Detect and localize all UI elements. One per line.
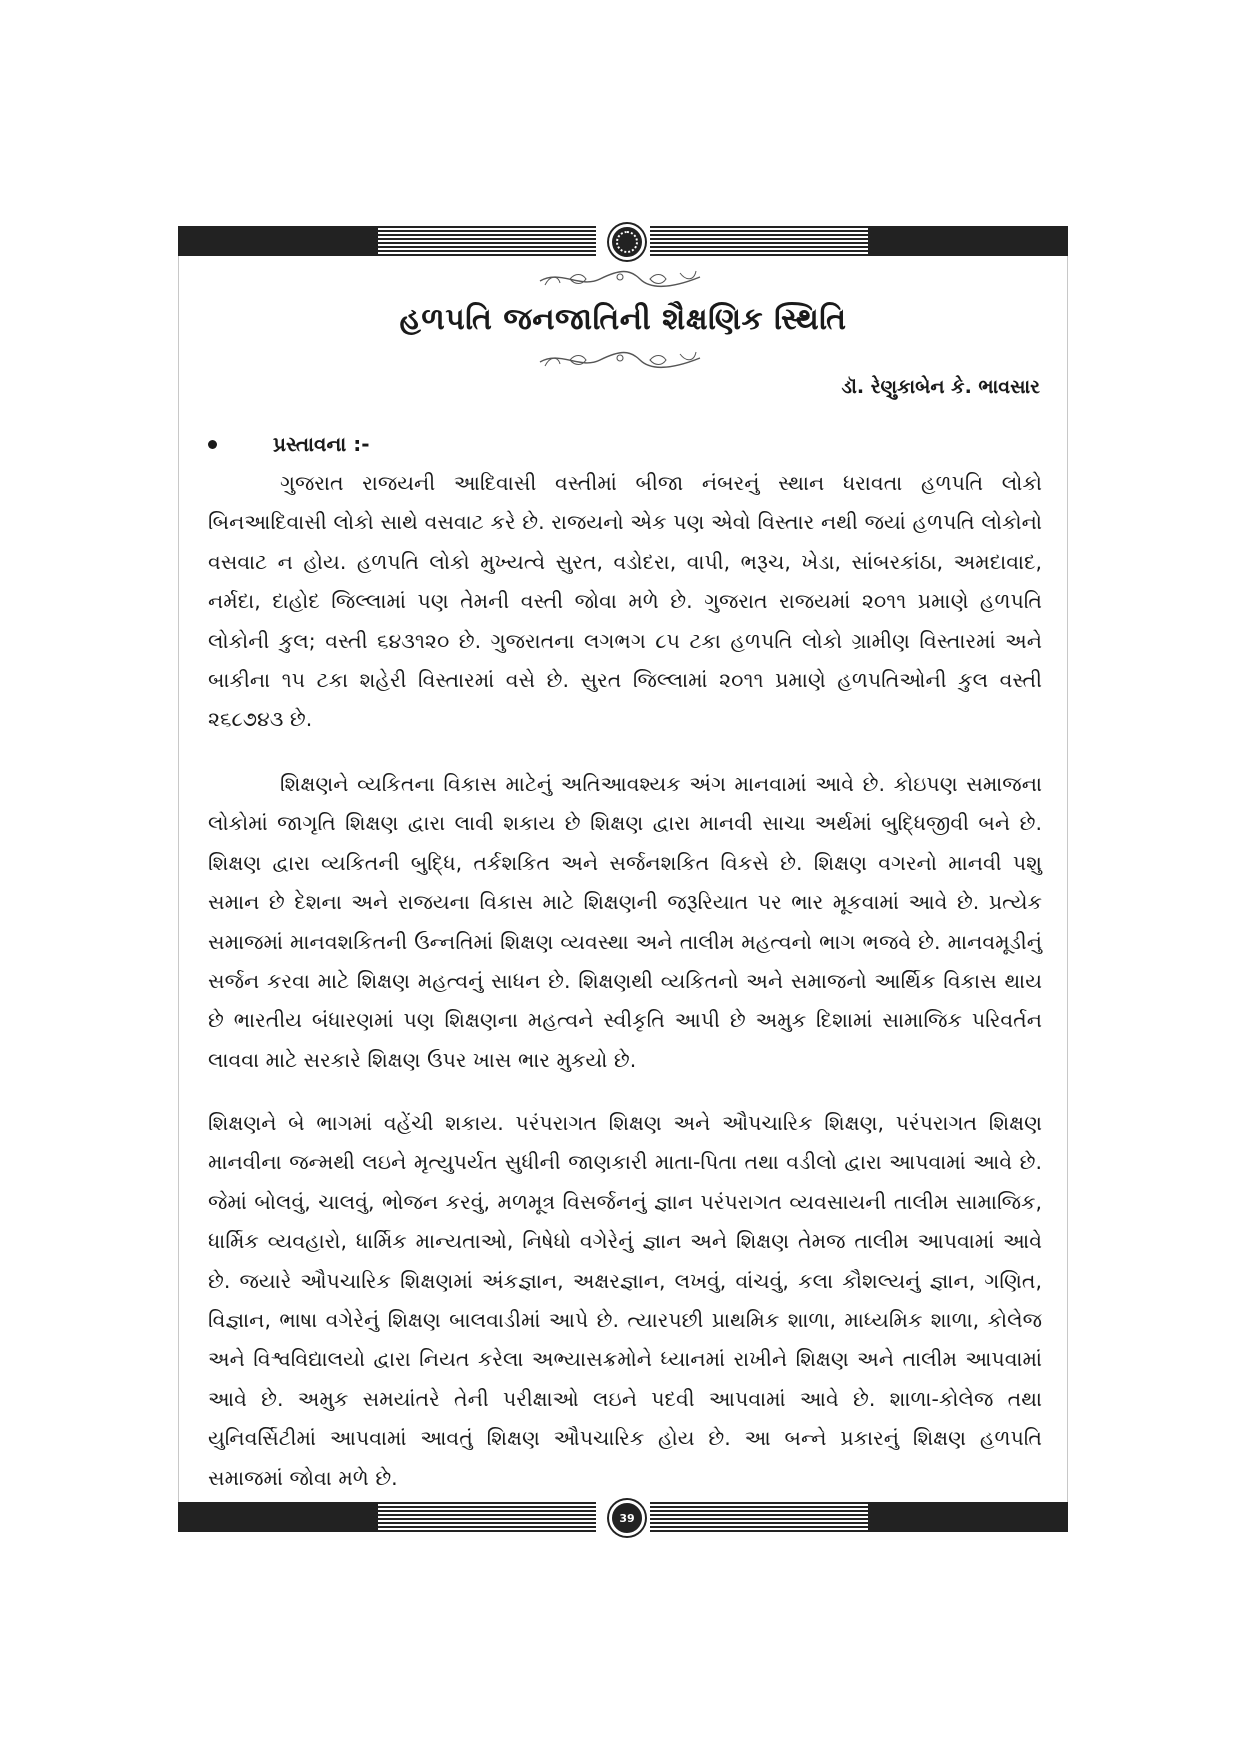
bullet-icon bbox=[208, 440, 217, 449]
footer-band-stripes-right bbox=[650, 1502, 868, 1532]
header-band-stripes-left bbox=[378, 226, 596, 256]
ornamental-flourish-icon bbox=[530, 346, 710, 374]
paragraph-1 bbox=[208, 464, 1042, 740]
page-title: હળપતિ જનજાતિની શૈક્ષણિક સ્થિતિ bbox=[399, 302, 847, 337]
footer-band bbox=[178, 1502, 1068, 1532]
footer-band-solid-right bbox=[868, 1502, 1068, 1532]
section-heading bbox=[208, 432, 370, 456]
ornamental-flourish-icon bbox=[530, 265, 710, 293]
paragraph-2 bbox=[208, 765, 1042, 1080]
header-band-solid-left bbox=[178, 226, 378, 256]
footer-band-stripes-left bbox=[378, 1502, 596, 1532]
footer-band-solid-left bbox=[178, 1502, 378, 1532]
section-heading-text: પ્રસ્તાવના :- bbox=[273, 432, 370, 456]
page-number: 39 bbox=[619, 1511, 635, 1525]
header-band-solid-right bbox=[868, 226, 1068, 256]
page-number-badge bbox=[609, 1500, 645, 1536]
paragraph-3 bbox=[208, 1104, 1042, 1498]
header-band bbox=[178, 226, 1068, 256]
star-ring bbox=[616, 231, 638, 253]
author-name: ડૉ. રેણુકાબેન કે. ભાવસાર bbox=[841, 376, 1040, 398]
header-band-stripes-right bbox=[650, 226, 868, 256]
paragraph-text: ગુજરાત રાજયની આદિવાસી વસ્તીમાં બીજા નંબરનું સ્થાન ધરાવતા હળપતિ લોકો બિનઆદિવાસી લોકો સાથે વસવાટ કરે છે. રાજયનો એક પણ એવો વિસ્તાર નથી જયાં હળપતિ લોકોનો વસવાટ ન હોય. હળપતિ લોકો મુખ્યત્વે સુરત, વડોદરા, વાપી, ભરૂચ, ખેડા, સાંબરકાંઠા, અમદાવાદ, નર્મદા, દાહોદ જિલ્લામાં પણ તેમની વસ્તી જોવા મળે છે. ગુજરાત રાજયમાં ૨૦૧૧ પ્રમાણે હળપતિ લોકોની કુલ; વસ્તી ૬૪૩૧૨૦ છે. ગુજરાતના લગભગ ૮૫ ટકા હળપતિ લોકો ગ્રામીણ વિસ્તારમાં અને બાકીના ૧૫ ટકા શહેરી વિસ્તારમાં વસે છે. સુરત જિલ્લામાં ૨૦૧૧ પ્રમાણે હળપતિઓની કુલ વસ્તી ૨૬૮૭૪૩ છે. bbox=[208, 471, 1042, 732]
paragraph-text: શિક્ષણને વ્યકિતના વિકાસ માટેનું અતિઆવશ્યક અંગ માનવામાં આવે છે. કોઇપણ સમાજના લોકોમાં જાગૃતિ શિક્ષણ દ્વારા લાવી શકાય છે શિક્ષણ દ્વારા માનવી સાચા અર્થમાં બુદ્ધિજીવી બને છે. શિક્ષણ દ્વારા વ્યકિતની બુદ્ધિ, તર્કશકિત અને સર્જનશકિત વિકસે છે. શિક્ષણ વગરનો માનવી પશુ સમાન છે દેશના અને રાજયના વિકાસ માટે શિક્ષણની જરૂરિયાત પર ભાર મૂકવામાં આવે છે. પ્રત્યેક સમાજમાં માનવશકિતની ઉન્નતિમાં શિક્ષણ વ્યવસ્થા અને તાલીમ મહત્વનો ભાગ ભજવે છે. માનવમૂડીનું સર્જન કરવા માટે શિક્ષણ મહત્વનું સાધન છે. શિક્ષણથી વ્યકિતનો અને સમાજનો આર્થિક વિકાસ થાય છે ભારતીય બંધારણમાં પણ શિક્ષણના મહત્વને સ્વીકૃતિ આપી છે અમુક દિશામાં સામાજિક પરિવર્તન લાવવા માટે સરકારે શિક્ષણ ઉપર ખાસ ભાર મુકયો છે. bbox=[208, 772, 1042, 1072]
paragraph-text: શિક્ષણને બે ભાગમાં વહેંચી શકાય. પરંપરાગત શિક્ષણ અને ઔપચારિક શિક્ષણ, પરંપરાગત શિક્ષણ માનવીના જન્મથી લઇને મૃત્યુપર્યત સુધીની જાણકારી માતા-પિતા તથા વડીલો દ્વારા આપવામાં આવે છે. જેમાં બોલવું, ચાલવું, ભોજન કરવું, મળમૂત્ર વિસર્જનનું જ્ઞાન પરંપરાગત વ્યવસાયની તાલીમ સામાજિક, ધાર્મિક વ્યવહારો, ધાર્મિક માન્યતાઓ, નિષેધો વગેરેનું જ્ઞાન અને શિક્ષણ તેમજ તાલીમ આપવામાં આવે છે. જયારે ઔપચારિક શિક્ષણમાં અંકજ્ઞાન, અક્ષરજ્ઞાન, લખવું, વાંચવું, કલા કૌશલ્યનું જ્ઞાન, ગણિત, વિજ્ઞાન, ભાષા વગેરેનું શિક્ષણ બાલવાડીમાં આપે છે. ત્યારપછી પ્રાથમિક શાળા, માધ્યમિક શાળા, કોલેજ અને વિશ્વવિદ્યાલયો દ્વારા નિયત કરેલા અભ્યાસક્રમોને ધ્યાનમાં રાખીને શિક્ષણ અને તાલીમ આપવામાં આવે છે. અમુક સમયાંતરે તેની પરીક્ષાઓ લઇને પદવી આપવામાં આવે છે. શાળા-કોલેજ તથા યુનિવર્સિટીમાં આપવામાં આવતું શિક્ષણ ઔપચારિક હોય છે. આ બન્ને પ્રકારનું શિક્ષણ હળપતિ સમાજમાં જોવા મળે છે. bbox=[208, 1111, 1042, 1490]
star-badge-icon bbox=[609, 224, 645, 260]
